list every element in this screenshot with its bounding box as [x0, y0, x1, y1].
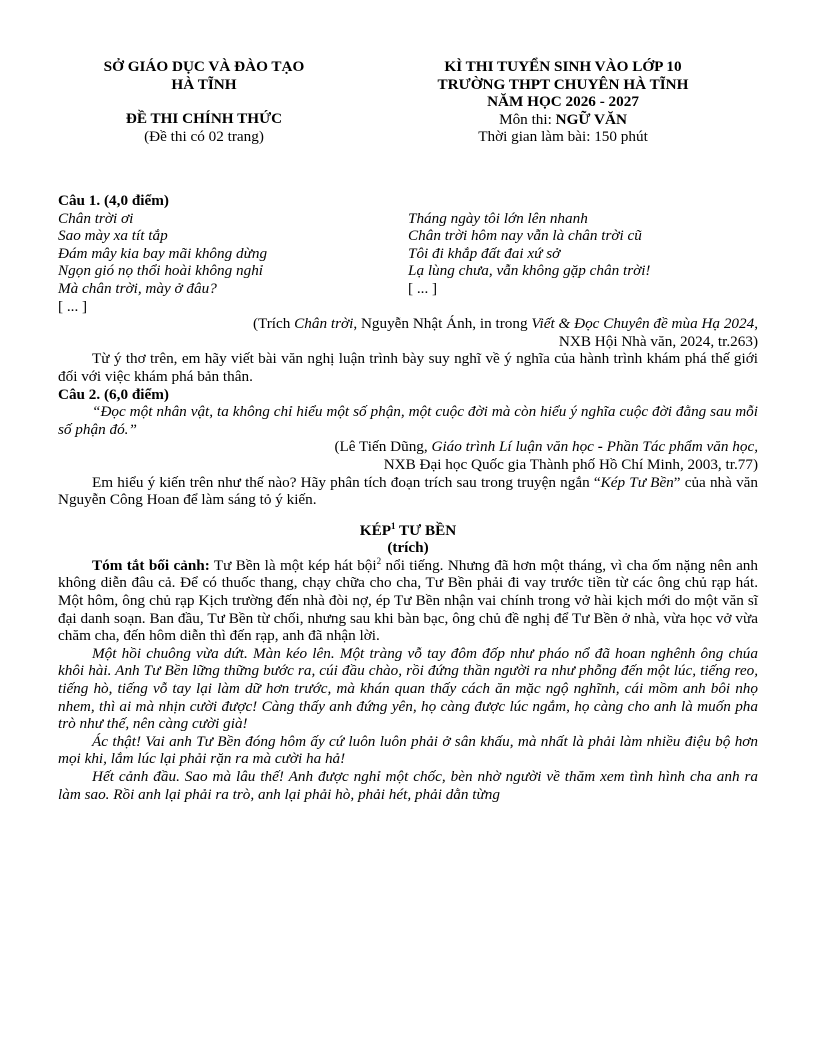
- poem-left-column: [58, 210, 408, 316]
- story-paragraph: Ác thật! Vai anh Tư Bền đóng hôm ấy cứ luôn luôn phải ở sân khấu, mà nhất là phải làm nhiều điệu bộ hơn mọi khi, lắm lúc lại phải rặn ra mà cười ha hả!: [58, 732, 758, 768]
- story-paragraph: Một hồi chuông vừa dứt. Màn kéo lên. Một tràng vỗ tay đôm đốp như pháo nổ đã hoan nghênh ông chúa khôi hài. Anh Tư Bền lững thững bước ra, cúi đầu chào, rồi đứng thần người ra như phỗng đến một lúc, tiếng reo, tiếng hò, tiếng vỗ tay lại làm dữ hơn trước, mà khán quan thấy cách ăn mặc ngộ nghĩnh, cái mồm anh bôi nhọ nhem, thì ai mà nhịn cười được! Càng thấy anh đứng yên, họ càng được lúc ngắm, họ càng cho anh là muốn pha trò như thế, nên càng cười già!: [58, 644, 758, 733]
- poem-line: Ngọn gió nọ thổi hoài không nghỉ: [58, 262, 264, 280]
- story-summary: Tóm tắt bối cảnh: Tư Bền là một kép hát bội$^2$ nổi tiếng. Nhưng đã hơn một tháng, vì cha ốm nặng nên anh không diễn đâu cả. Để có thuốc thang, chạy chữa cho cha, Tư Bền phải đi vay trước tiền từ các ông chủ rạp hát. Một hôm, ông chủ rạp Kịch trường đến nhà đòi nợ, ép Tư Bền nhận vai chính trong vở hài kịch mới do một văn sĩ đại danh soạn. Ban đầu, Tư Bền từ chối, nhưng sau khi bàn bạc, ông chủ đề nghị để Tư Bền ở nhà, vừa học vở vừa chăm cha, đến hôm diễn thì đến rạp, anh đã nhận lời.: [58, 555, 758, 645]
- poem-line: Tôi đi khắp đất đai xứ sở: [408, 244, 561, 262]
- school-name: TRƯỜNG THPT CHUYÊN HÀ TĨNH: [437, 75, 689, 93]
- exam-page: [58, 58, 758, 803]
- question-2-quote: “Đọc một nhân vật, ta không chỉ hiểu một số phận, một cuộc đời mà còn hiểu ý nghĩa cuộc đời đằng sau mỗi số phận đó.”: [58, 403, 758, 438]
- poem-right-column: [408, 210, 758, 316]
- poem-line: Đám mây kia bay mãi không dừng: [58, 244, 268, 262]
- poem-excerpt: [58, 210, 758, 316]
- subject-name: NGỮ VĂN: [555, 110, 627, 128]
- poem-line: Sao mày xa tít tắp: [58, 227, 168, 245]
- poem-line: Chân trời hôm nay vẫn là chân trời cũ: [408, 227, 642, 245]
- story-paragraph: Hết cảnh đầu. Sao mà lâu thế! Anh được nghỉ một chốc, bèn nhờ người về thăm xem tình hình cha anh ra làm sao. Rồi anh lại phải ra trò, anh lại phải hò, phải hét, phải dằn từng: [58, 768, 758, 803]
- header-left: [58, 58, 350, 192]
- header-right: [368, 58, 758, 192]
- poem-ellipsis: [ ... ]: [58, 297, 88, 315]
- question-1-prompt: Từ ý thơ trên, em hãy viết bài văn nghị luận trình bày suy nghĩ về ý nghĩa của hành trình khám phá thế giới đối với việc khám phá bản thân.: [58, 350, 758, 385]
- subject-line: Môn thi: NGỮ VĂN: [499, 110, 627, 128]
- quote-source-line-1: (Lê Tiến Dũng, Giáo trình Lí luận văn học - Phần Tác phẩm văn học,: [334, 438, 758, 456]
- exam-header: [58, 58, 758, 192]
- school-year: NĂM HỌC 2026 - 2027: [487, 93, 639, 111]
- poem-line: Chân trời ơi: [58, 209, 134, 227]
- province-name: HÀ TĨNH: [171, 75, 237, 93]
- poem-ellipsis: [ ... ]: [408, 279, 438, 297]
- question-2-title: Câu 2. (6,0 điểm): [58, 385, 169, 403]
- poem-line: Mà chân trời, mày ở đâu?: [58, 279, 217, 297]
- poem-source-line-2: NXB Hội Nhà văn, 2024, tr.263): [558, 332, 758, 350]
- question-1-title: Câu 1. (4,0 điểm): [58, 192, 169, 209]
- exam-title: KÌ THI TUYỂN SINH VÀO LỚP 10: [444, 58, 682, 75]
- story-title: KÉP$^1$ TƯ BỀN: [359, 520, 457, 539]
- question-2-prompt: Em hiểu ý kiến trên như thế nào? Hãy phân tích đoạn trích sau trong truyện ngắn “Kép Tư Bền” của nhà văn Nguyễn Công Hoan để làm sáng tỏ ý kiến.: [58, 473, 758, 509]
- poem-source-line-1: (Trích Chân trời, Nguyễn Nhật Ánh, in trong Viết & Đọc Chuyên đề mùa Hạ 2024,: [252, 315, 758, 333]
- poem-line: Tháng ngày tôi lớn lên nhanh: [408, 209, 588, 227]
- quote-source-line-2: NXB Đại học Quốc gia Thành phố Hồ Chí Minh, 2003, tr.77): [383, 455, 758, 473]
- department-name: SỞ GIÁO DỤC VÀ ĐÀO TẠO: [103, 58, 305, 75]
- poem-line: Lạ lùng chưa, vẫn không gặp chân trời!: [408, 262, 651, 280]
- exam-duration: Thời gian làm bài: 150 phút: [478, 128, 648, 146]
- story-subtitle: (trích): [387, 539, 429, 557]
- official-exam-label: ĐỀ THI CHÍNH THỨC: [125, 110, 283, 128]
- page-count-note: (Đề thi có 02 trang): [144, 127, 264, 145]
